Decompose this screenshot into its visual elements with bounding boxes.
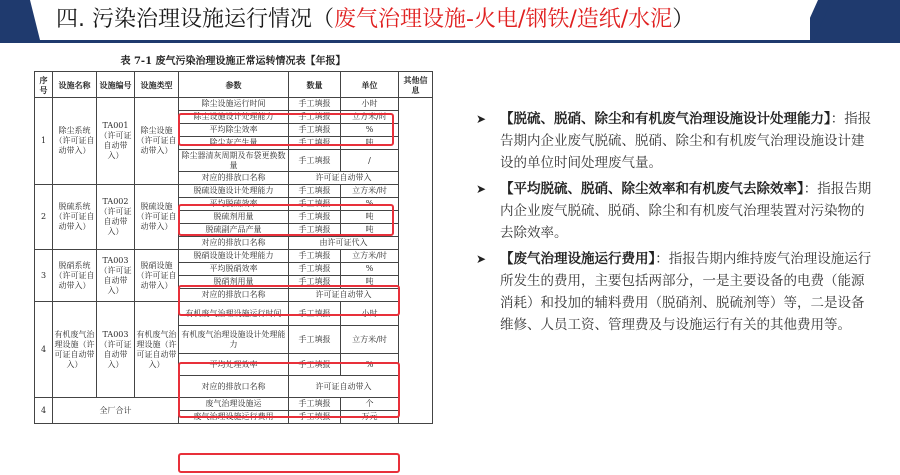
facility-type: 脱硫设施（许可证自动带入）: [135, 185, 179, 250]
other-info-cell: [399, 98, 433, 424]
slide-header: [0, 0, 900, 40]
param-cell: 除尘设施设计处理能力: [179, 111, 289, 124]
table-header-row: [35, 72, 433, 98]
qty-cell: 手工填报: [289, 411, 341, 424]
definition-title: 【废气治理设施运行费用】: [500, 251, 656, 267]
param-cell: 脱硝剂用量: [179, 276, 289, 289]
group-no: 2: [35, 185, 53, 250]
col-header: 设施名称: [53, 72, 97, 98]
arrow-bullet-icon: ➤: [476, 112, 487, 126]
definition-item: [476, 178, 876, 244]
unit-cell: 立方米/时: [341, 326, 399, 354]
table-row: [35, 398, 433, 411]
col-header: 其他信息: [399, 72, 433, 98]
unit-cell: %: [341, 198, 399, 211]
facility-type: 脱硝设施（许可证自动带入）: [135, 250, 179, 302]
outlet-value: 许可证自动带入: [289, 172, 399, 185]
group-no: 1: [35, 98, 53, 185]
param-cell: 平均脱硝效率: [179, 263, 289, 276]
facility-name: 有机废气治理设施（许可证自动带入）: [53, 302, 97, 398]
facility-code: TA003（许可证自动带入）: [97, 302, 135, 398]
unit-cell: /: [341, 150, 399, 172]
facility-name: 除尘系统（许可证自动带入）: [53, 98, 97, 185]
definition-body: ：指报告期内企业废气脱硫、脱硝、除尘和有机废气治理装置对污染物的去除效率。: [500, 181, 872, 241]
unit-cell: 吨: [341, 224, 399, 237]
param-cell: 平均脱硫效率: [179, 198, 289, 211]
param-cell: 脱硫剂用量: [179, 211, 289, 224]
param-cell: 平均除尘效率: [179, 124, 289, 137]
definition-title: 【脱硫、脱硝、除尘和有机废气治理设施设计处理能力】: [500, 111, 831, 127]
unit-cell: %: [341, 124, 399, 137]
page-title-end: ）: [672, 7, 695, 32]
unit-cell: 吨: [341, 211, 399, 224]
arrow-bullet-icon: ➤: [476, 252, 487, 266]
definition-title: 【平均脱硫、脱硝、除尘效率和有机废气去除效率】: [500, 181, 804, 197]
param-cell: 除尘灰产生量: [179, 137, 289, 150]
qty-cell: 手工填报: [289, 276, 341, 289]
param-cell: 有机废气治理设施设计处理能力: [179, 326, 289, 354]
col-header: 设施类型: [135, 72, 179, 98]
param-cell: 除尘器清灰周期及布袋更换数量: [179, 150, 289, 172]
param-cell: 除尘设施运行时间: [179, 98, 289, 111]
header-right-decoration: [810, 0, 900, 40]
outlet-value: 由许可证代入: [289, 237, 399, 250]
header-rule: [0, 40, 900, 43]
param-cell: 废气治理设施运: [179, 398, 289, 411]
qty-cell: 手工填报: [289, 326, 341, 354]
unit-cell: %: [341, 263, 399, 276]
definition-item: [476, 248, 876, 336]
table-row: [35, 250, 433, 263]
qty-cell: 手工填报: [289, 185, 341, 198]
definition-body: ：指报告期内维持废气治理设施运行所发生的费用，主要包括两部分，一是主要设备的电费（能源消耗）和投加的辅料费用（脱硝剂、脱硫剂等）等，二是设备维修、人员工资、管理费及与设施运行有关的其他费用等。: [500, 251, 872, 333]
facility-code: TA001（许可证自动带入）: [97, 98, 135, 185]
page-title: [56, 4, 694, 36]
definition-body: ：指报告期内企业废气脱硫、脱硝、除尘和有机废气治理设施设计建设的单位时间处理废气量。: [500, 111, 872, 171]
outlet-label: 对应的排放口名称: [179, 172, 289, 185]
qty-cell: 手工填报: [289, 98, 341, 111]
facility-type: 除尘设施（许可证自动带入）: [135, 98, 179, 185]
total-label: 全厂合计: [53, 398, 179, 424]
param-cell: 废气治理设施运行费用: [179, 411, 289, 424]
qty-cell: 手工填报: [289, 224, 341, 237]
qty-cell: 手工填报: [289, 354, 341, 376]
qty-cell: 手工填报: [289, 124, 341, 137]
group-no: 3: [35, 250, 53, 302]
col-header: 序号: [35, 72, 53, 98]
unit-cell: 立方米/时: [341, 250, 399, 263]
table-section: [34, 52, 432, 472]
unit-cell: 吨: [341, 137, 399, 150]
facility-name: 脱硫系统（许可证自动带入）: [53, 185, 97, 250]
qty-cell: 手工填报: [289, 250, 341, 263]
col-header: 参数: [179, 72, 289, 98]
outlet-label: 对应的排放口名称: [179, 289, 289, 302]
qty-cell: 手工填报: [289, 398, 341, 411]
table-row: [35, 302, 433, 326]
facility-type: 有机废气治理设施（许可证自动带入）: [135, 302, 179, 398]
definitions-list: [476, 108, 876, 340]
unit-cell: 立方米/时: [341, 185, 399, 198]
col-header: 数量: [289, 72, 341, 98]
qty-cell: 手工填报: [289, 137, 341, 150]
outlet-value: 许可证自动带入: [289, 289, 399, 302]
col-header: 设施编号: [97, 72, 135, 98]
page-title-main: 四. 污染治理设施运行情况（: [56, 7, 334, 32]
facility-code: TA002（许可证自动带入）: [97, 185, 135, 250]
facility-name: 脱硝系统（许可证自动带入）: [53, 250, 97, 302]
qty-cell: 手工填报: [289, 111, 341, 124]
unit-cell: %: [341, 354, 399, 376]
param-cell: 脱硫副产品产量: [179, 224, 289, 237]
facility-table: [34, 71, 433, 424]
param-cell: 脱硫设施设计处理能力: [179, 185, 289, 198]
table-row: [35, 185, 433, 198]
outlet-value: 许可证自动带入: [289, 376, 399, 398]
facility-code: TA003（许可证自动带入）: [97, 250, 135, 302]
qty-cell: 手工填报: [289, 302, 341, 326]
param-cell: 平均处理效率: [179, 354, 289, 376]
outlet-label: 对应的排放口名称: [179, 376, 289, 398]
arrow-bullet-icon: ➤: [476, 182, 487, 196]
unit-cell: 个: [341, 398, 399, 411]
unit-cell: 小时: [341, 98, 399, 111]
group-no: 4: [35, 302, 53, 398]
unit-cell: 吨: [341, 276, 399, 289]
qty-cell: 手工填报: [289, 198, 341, 211]
qty-cell: 手工填报: [289, 211, 341, 224]
total-no: 4: [35, 398, 53, 424]
col-header: 单位: [341, 72, 399, 98]
table-row: [35, 98, 433, 111]
unit-cell: 万元: [341, 411, 399, 424]
unit-cell: 小时: [341, 302, 399, 326]
table-caption: 表 7-1 废气污染治理设施正常运转情况表【年报】: [120, 56, 346, 67]
param-cell: 有机废气治理设施运行时间: [179, 302, 289, 326]
param-cell: 脱硝设施设计处理能力: [179, 250, 289, 263]
unit-cell: 立方米/时: [341, 111, 399, 124]
page-title-highlight: 废气治理设施-火电/钢铁/造纸/水泥: [334, 7, 673, 32]
qty-cell: 手工填报: [289, 263, 341, 276]
qty-cell: 手工填报: [289, 150, 341, 172]
definition-item: [476, 108, 876, 174]
header-left-decoration: [0, 0, 40, 40]
outlet-label: 对应的排放口名称: [179, 237, 289, 250]
